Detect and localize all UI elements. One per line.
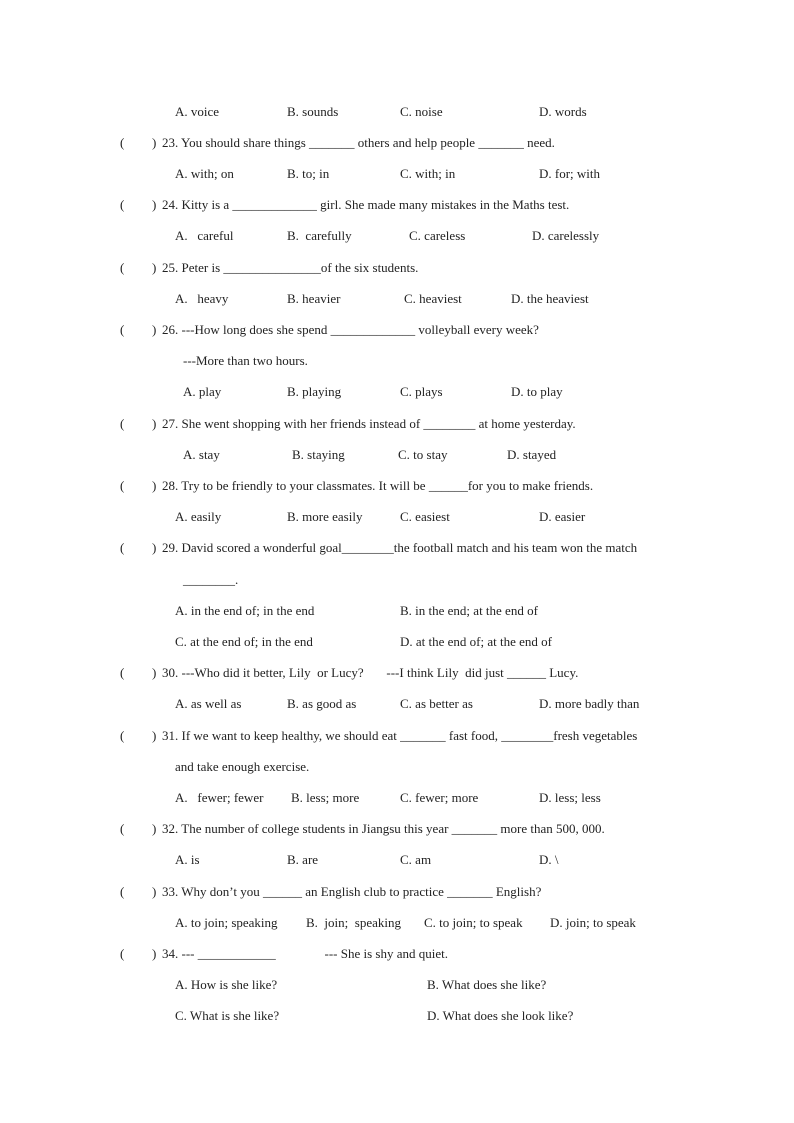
question-stem: ---Who did it better, Lily or Lucy? ---I think Lily did just ______ Lucy. [181,665,579,680]
option-b: B. heavier [287,291,341,306]
answer-paren-close: ) [152,884,157,899]
question-number: 26. [162,322,179,337]
option-d: D. join; to speak [550,915,636,930]
option-b: B. What does she like? [427,977,547,992]
question-text [162,944,448,964]
option-d: D. easier [539,509,586,524]
question-number: 25. [162,260,179,275]
question-stem: Try to be friendly to your classmates. It will be ______for you to make friends. [181,478,594,493]
question-stem: Kitty is a _____________ girl. She made many mistakes in the Maths test. [181,197,570,212]
question-text [162,476,593,496]
question-stem: Peter is _______________of the six students. [181,260,419,275]
answer-paren-close: ) [152,135,157,150]
question-text [162,258,418,278]
option-b: B. playing [287,384,342,399]
option-c: C. with; in [400,166,456,181]
option-d: D. less; less [539,790,601,805]
question-text [162,320,539,340]
option-d: D. What does she look like? [427,1008,574,1023]
option-a: A. heavy [175,291,229,306]
option-a: A. voice [175,104,220,119]
question-text [162,414,576,434]
option-a: A. play [183,384,222,399]
option-a: A. How is she like? [175,977,278,992]
option-b: B. join; speaking [306,915,401,930]
option-c: C. to stay [398,447,448,462]
question-stem: --- ____________ --- She is shy and quiet. [181,946,448,961]
answer-paren-close: ) [152,540,157,555]
option-c: C. fewer; more [400,790,479,805]
answer-paren-open: ( [120,197,125,212]
question-number: 24. [162,197,179,212]
answer-paren-close: ) [152,322,157,337]
answer-paren-open: ( [120,478,125,493]
option-d: D. more badly than [539,696,640,711]
question-text [162,538,637,558]
option-d: D. \ [539,852,559,867]
answer-paren-close: ) [152,478,157,493]
option-c: C. heaviest [404,291,462,306]
option-d: D. stayed [507,447,557,462]
question-number: 33. [162,884,179,899]
option-c: C. to join; to speak [424,915,523,930]
question-text [162,726,637,746]
question-number: 34. [162,946,179,961]
question-number: 32. [162,821,179,836]
answer-paren-close: ) [152,821,157,836]
question-stem: She went shopping with her friends instead of ________ at home yesterday. [181,416,576,431]
option-a: A. stay [183,447,220,462]
answer-paren-close: ) [152,197,157,212]
answer-paren-open: ( [120,728,125,743]
answer-paren-open: ( [120,665,125,680]
question-continuation: and take enough exercise. [175,759,310,774]
option-d: D. words [539,104,587,119]
option-c: C. careless [409,228,466,243]
option-b: B. to; in [287,166,330,181]
answer-paren-close: ) [152,416,157,431]
option-b: B. are [287,852,319,867]
question-stem: ---How long does she spend _____________ volleyball every week? [181,322,539,337]
option-c: C. plays [400,384,443,399]
option-a: A. fewer; fewer [175,790,264,805]
option-c: C. noise [400,104,443,119]
option-b: B. staying [292,447,345,462]
question-stem: If we want to keep healthy, we should eat _______ fast food, ________fresh vegetables [181,728,638,743]
option-a: A. easily [175,509,222,524]
option-a: A. in the end of; in the end [175,603,315,618]
question-stem: David scored a wonderful goal________the football match and his team won the match [181,540,638,555]
question-text [162,663,578,683]
answer-paren-close: ) [152,260,157,275]
option-c: C. at the end of; in the end [175,634,313,649]
option-b: B. carefully [287,228,352,243]
option-b: B. as good as [287,696,357,711]
option-c: C. am [400,852,432,867]
option-a: A. as well as [175,696,242,711]
option-a: A. careful [175,228,234,243]
question-number: 30. [162,665,179,680]
question-text [162,819,605,839]
question-stem: You should share things _______ others and help people _______ need. [181,135,555,150]
question-text [162,195,569,215]
option-c: C. as better as [400,696,473,711]
answer-paren-open: ( [120,540,125,555]
option-b: B. less; more [291,790,360,805]
answer-paren-close: ) [152,665,157,680]
answer-paren-open: ( [120,416,125,431]
answer-paren-open: ( [120,322,125,337]
question-continuation: ________. [183,572,239,587]
option-d: D. the heaviest [511,291,589,306]
answer-paren-open: ( [120,946,125,961]
question-stem: Why don’t you ______ an English club to practice _______ English? [181,884,542,899]
answer-paren-open: ( [120,260,125,275]
option-d: D. at the end of; at the end of [400,634,552,649]
answer-paren-close: ) [152,728,157,743]
answer-paren-close: ) [152,946,157,961]
option-d: D. to play [511,384,563,399]
answer-paren-open: ( [120,884,125,899]
question-number: 29. [162,540,179,555]
question-number: 28. [162,478,179,493]
question-text [162,882,541,902]
option-a: A. with; on [175,166,234,181]
option-d: D. carelessly [532,228,600,243]
option-b: B. more easily [287,509,363,524]
question-text [162,133,555,153]
question-number: 23. [162,135,179,150]
question-continuation: ---More than two hours. [183,353,308,368]
option-a: A. is [175,852,200,867]
question-stem: The number of college students in Jiangsu this year _______ more than 500, 000. [181,821,605,836]
option-c: C. easiest [400,509,450,524]
option-a: A. to join; speaking [175,915,278,930]
question-number: 27. [162,416,179,431]
question-number: 31. [162,728,179,743]
answer-paren-open: ( [120,821,125,836]
option-b: B. sounds [287,104,339,119]
option-b: B. in the end; at the end of [400,603,538,618]
option-d: D. for; with [539,166,601,181]
answer-paren-open: ( [120,135,125,150]
option-c: C. What is she like? [175,1008,280,1023]
